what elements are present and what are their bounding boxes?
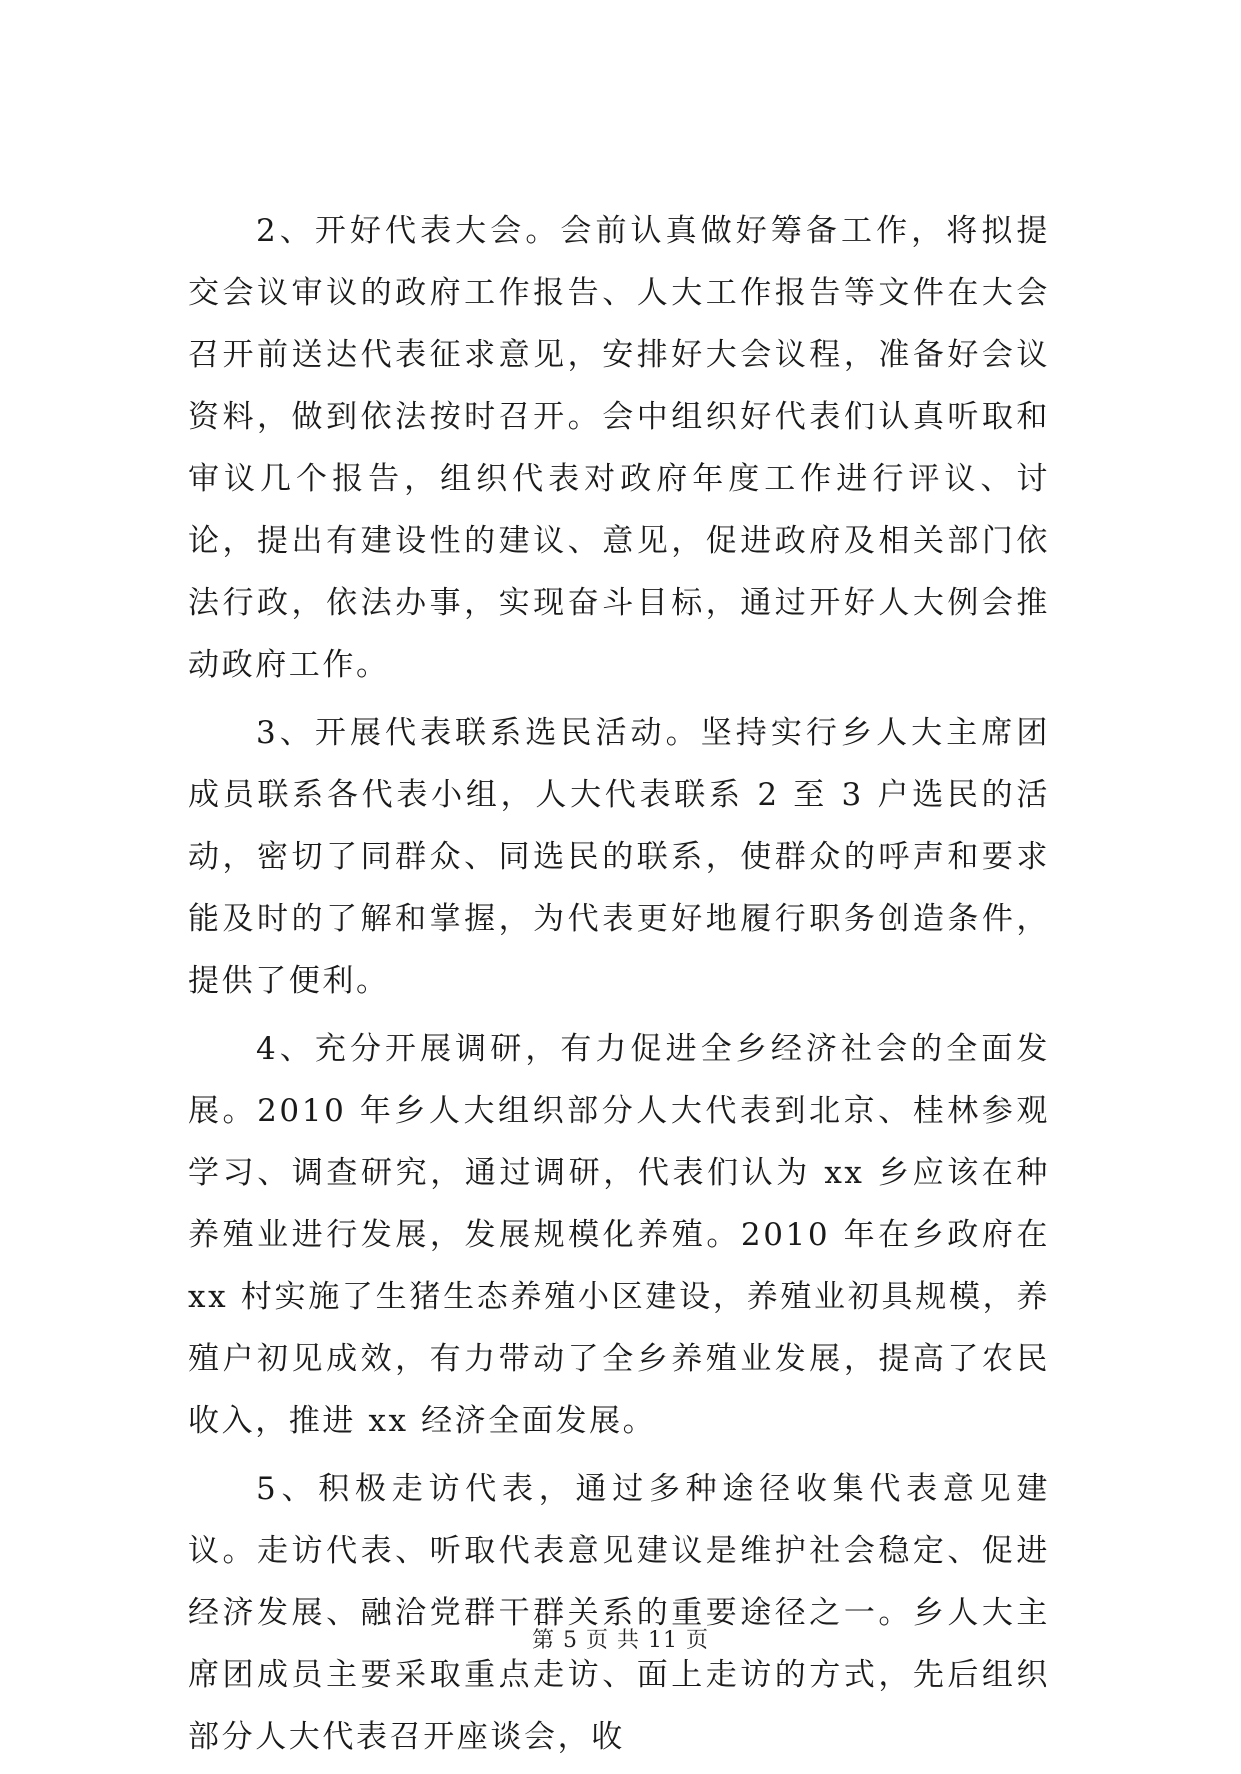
document-body <box>188 200 1050 1774</box>
paragraph-4-research: 4、充分开展调研，有力促进全乡经济社会的全面发展。2010 年乡人大组织部分人大代表到北京、桂林参观学习、调查研究，通过调研，代表们认为 xx 乡应该在种养殖业进行发展，发展规模化养殖。2010 年在乡政府在 xx 村实施了生猪生态养殖小区建设，养殖业初具规模，养殖户初见成效，有力带动了全乡养殖业发展，提高了农民收入，推进 xx 经济全面发展。 <box>188 1031 1050 1439</box>
paragraph-3-contact-voters: 3、开展代表联系选民活动。坚持实行乡人大主席团成员联系各代表小组，人大代表联系 2 至 3 户选民的活动，密切了同群众、同选民的联系，使群众的呼声和要求能及时的了解和掌握，为代表更好地履行职务创造条件，提供了便利。 <box>188 715 1050 999</box>
page-number-footer: 第 5 页 共 11 页 <box>532 1628 709 1653</box>
paragraph-5-visit-representatives: 5、积极走访代表，通过多种途径收集代表意见建议。走访代表、听取代表意见建议是维护社会稳定、促进经济发展、融洽党群干群关系的重要途径之一。乡人大主席团成员主要采取重点走访、面上走访的方式，先后组织部分人大代表召开座谈会，收 <box>188 1471 1050 1755</box>
paragraph-2-representative-congress: 2、开好代表大会。会前认真做好筹备工作，将拟提交会议审议的政府工作报告、人大工作报告等文件在大会召开前送达代表征求意见，安排好大会议程，准备好会议资料，做到依法按时召开。会中组织好代表们认真听取和审议几个报告，组织代表对政府年度工作进行评议、讨论，提出有建设性的建议、意见，促进政府及相关部门依法行政，依法办事，实现奋斗目标，通过开好人大例会推动政府工作。 <box>188 213 1050 683</box>
